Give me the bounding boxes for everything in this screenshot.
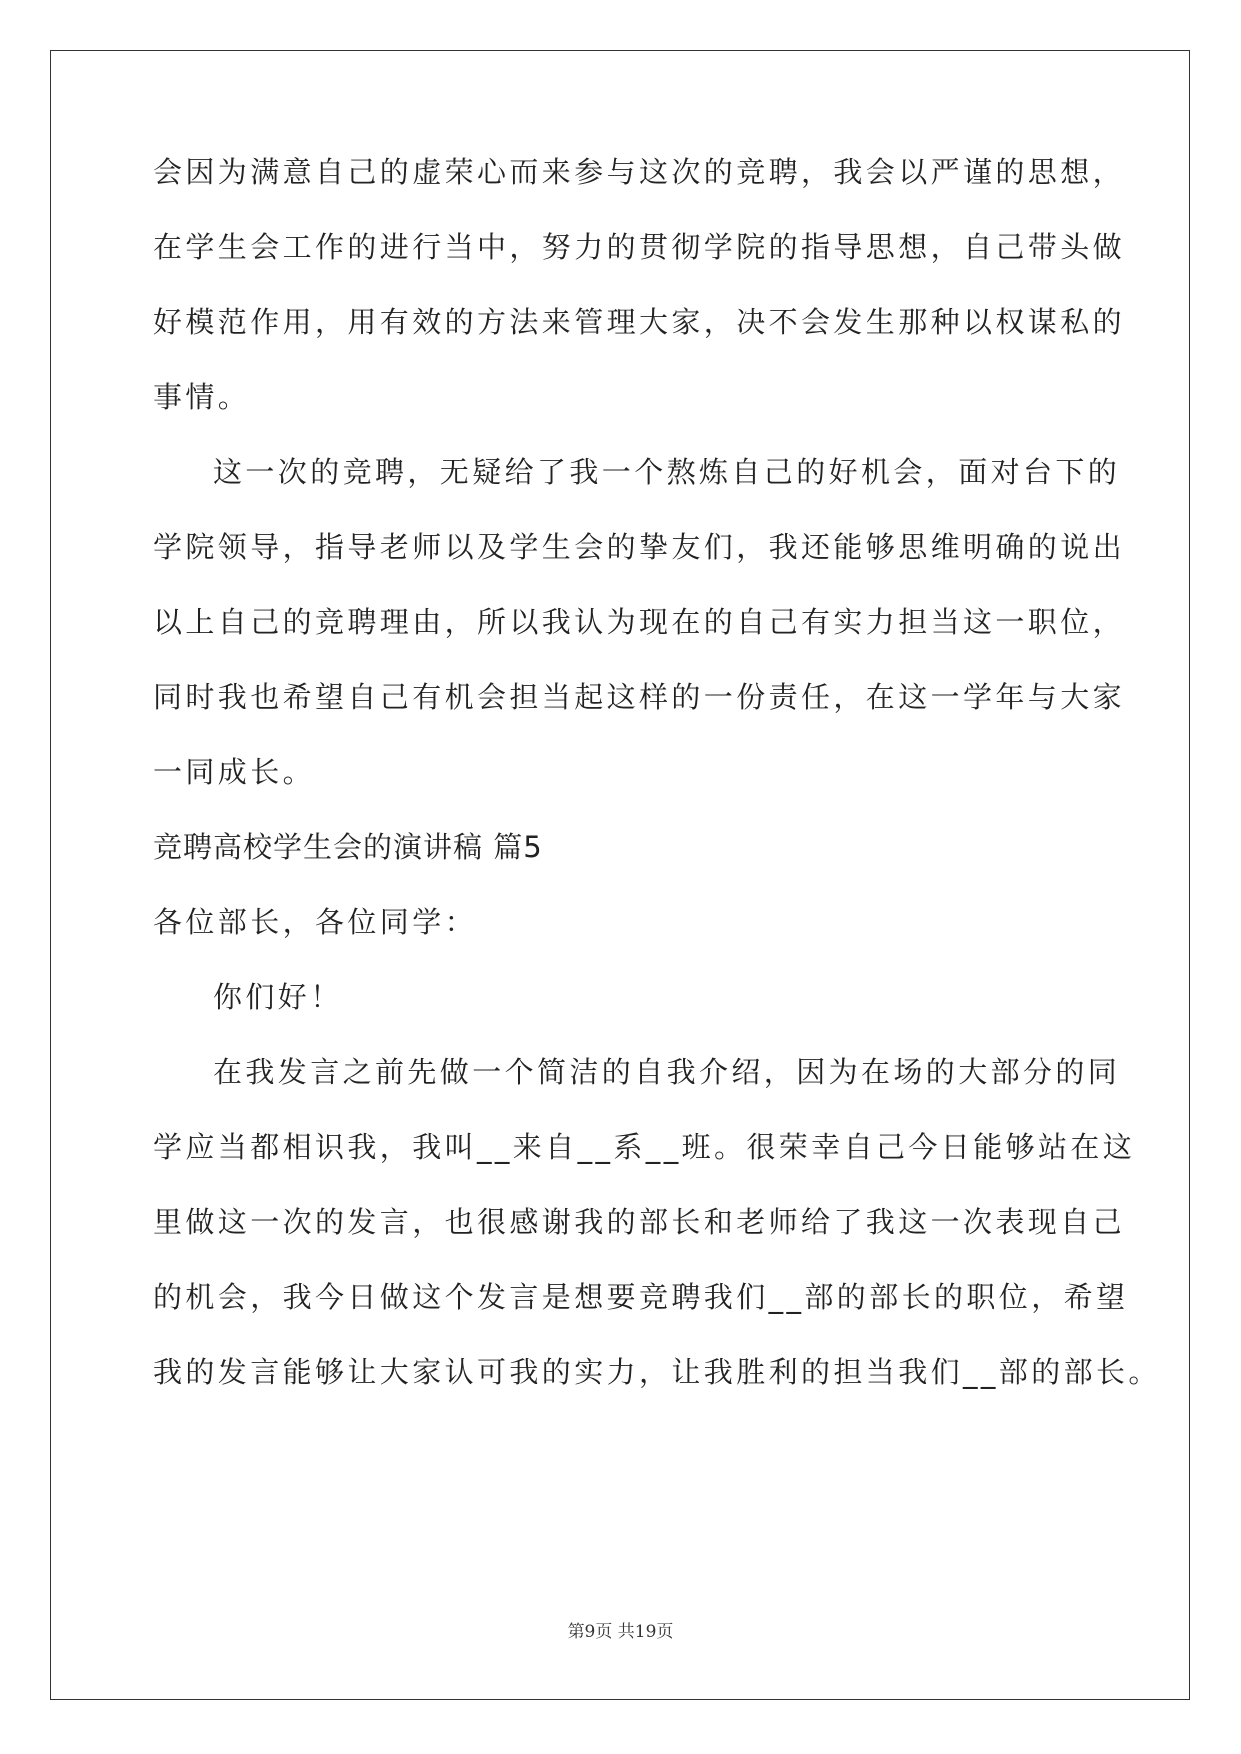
body-line: 学应当都相识我，我叫__来自__系__班。很荣幸自己今日能够站在这 — [153, 1130, 1136, 1164]
paragraph-start-line: 在我发言之前先做一个简洁的自我介绍，因为在场的大部分的同 — [213, 1055, 1121, 1089]
body-line: 一同成长。 — [153, 755, 316, 789]
body-line: 同时我也希望自己有机会担当起这样的一份责任，在这一学年与大家 — [153, 680, 1126, 714]
greeting: 你们好！ — [213, 980, 343, 1014]
salutation: 各位部长，各位同学： — [153, 905, 478, 939]
page-number-footer: 第9页 共19页 — [567, 1622, 674, 1642]
section-heading: 竞聘高校学生会的演讲稿 篇5 — [153, 830, 543, 864]
body-line: 学院领导，指导老师以及学生会的挚友们，我还能够思维明确的说出 — [153, 530, 1126, 564]
body-line: 以上自己的竞聘理由，所以我认为现在的自己有实力担当这一职位， — [153, 605, 1126, 639]
body-line: 好模范作用，用有效的方法来管理大家，决不会发生那种以权谋私的 — [153, 305, 1126, 339]
page-border — [50, 50, 1190, 1700]
body-line: 事情。 — [153, 380, 251, 414]
body-line: 会因为满意自己的虚荣心而来参与这次的竞聘，我会以严谨的思想， — [153, 155, 1126, 189]
body-line: 在学生会工作的进行当中，努力的贯彻学院的指导思想，自己带头做 — [153, 230, 1126, 264]
body-line: 我的发言能够让大家认可我的实力，让我胜利的担当我们__部的部长。 — [153, 1355, 1161, 1389]
body-line: 里做这一次的发言，也很感谢我的部长和老师给了我这一次表现自己 — [153, 1205, 1126, 1239]
body-line: 的机会，我今日做这个发言是想要竞聘我们__部的部长的职位，希望 — [153, 1280, 1129, 1314]
paragraph-start-line: 这一次的竞聘，无疑给了我一个熬炼自己的好机会，面对台下的 — [213, 455, 1121, 489]
